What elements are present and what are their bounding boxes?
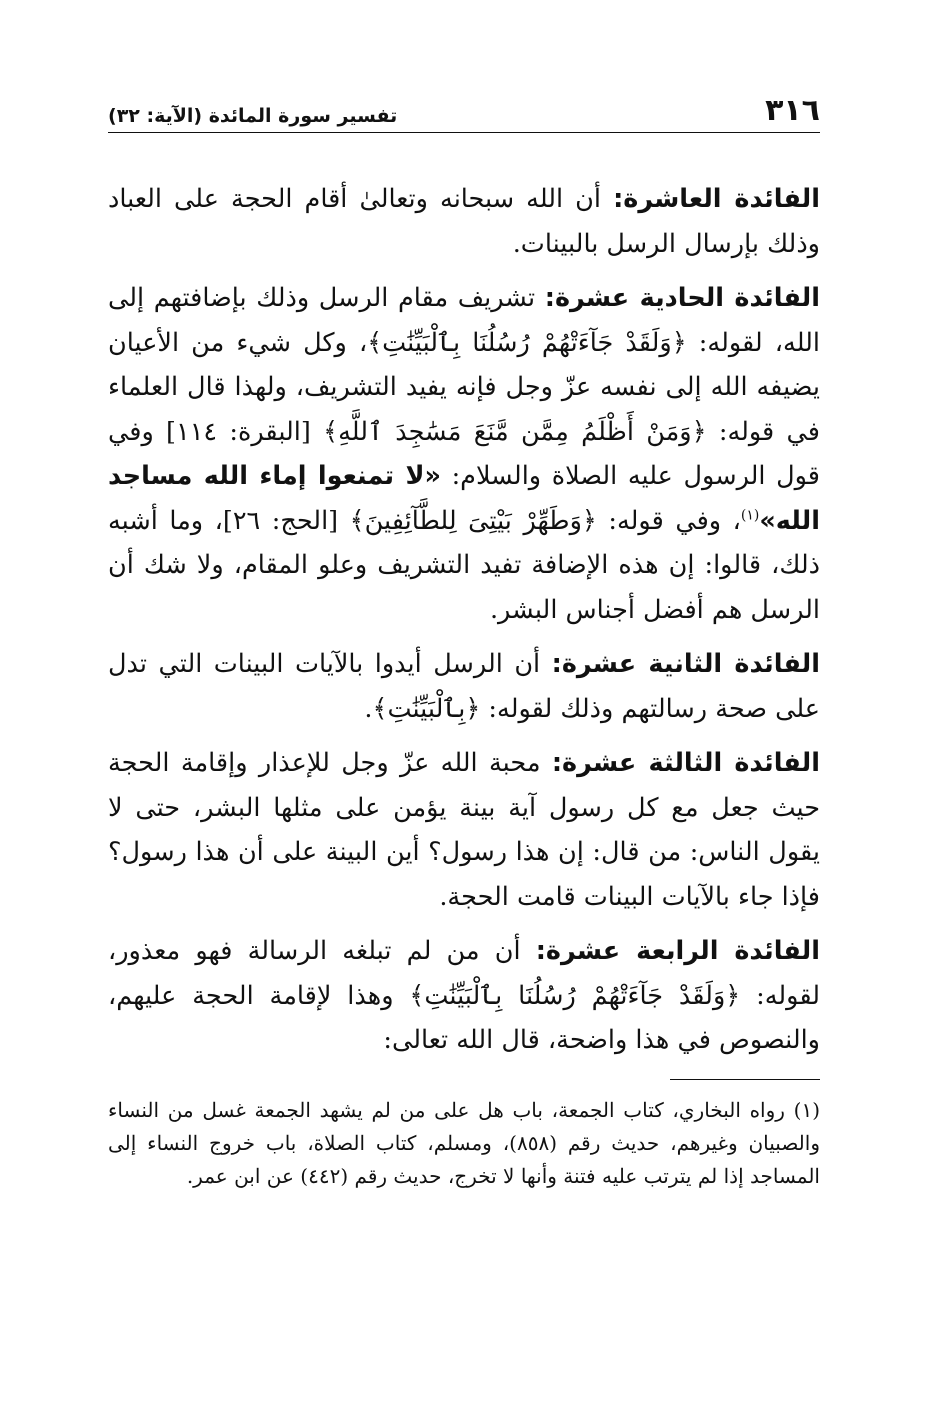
- quran-verse: ﴿وَلَقَدْ جَآءَتْهُمْ رُسُلُنَا بِٱلْبَيِّنَٰتِ﴾: [367, 327, 687, 358]
- page-header: [108, 88, 820, 133]
- quran-verse: ﴿بِٱلْبَيِّنَٰتِ﴾: [372, 693, 481, 724]
- book-page: [108, 88, 820, 1338]
- quran-verse: ﴿وَلَقَدْ جَآءَتْهُمْ رُسُلُنَا بِٱلْبَيِّنَٰتِ﴾: [409, 980, 741, 1011]
- paragraph-text: تشريف مقام الرسل وذلك بإضافتهم إلى الله، لقوله:: [108, 283, 820, 358]
- quran-verse: ﴿وَمَنْ أَظْلَمُ مِمَّن مَّنَعَ مَسَٰجِدَ ٱللَّهِ﴾: [323, 416, 707, 447]
- paragraph-text: أن الله سبحانه وتعالىٰ أقام الحجة على العباد وذلك بإرسال الرسل بالبينات.: [108, 184, 820, 259]
- benefit-heading: الفائدة الحادية عشرة:: [544, 283, 820, 313]
- paragraph-text: أن الرسل أيدوا بالآيات البينات التي تدل على صحة رسالتهم وذلك لقوله:: [108, 649, 820, 724]
- paragraph-text: وهذا لإقامة الحجة عليهم، والنصوص في هذا واضحة، قال الله تعالى:: [108, 980, 820, 1055]
- paragraph-text: ، وكل شيء من الأعيان يضيفه الله إلى نفسه عزّ وجل فإنه يفيد التشريف، ولهذا قال العلماء في قوله:: [108, 327, 820, 447]
- paragraph-benefit-12: [108, 642, 820, 731]
- page-body: [108, 177, 820, 1063]
- paragraph-text: .: [364, 693, 373, 724]
- benefit-heading: الفائدة الثالثة عشرة:: [551, 748, 820, 778]
- benefit-heading: الفائدة العاشرة:: [613, 184, 820, 214]
- paragraph-text: ، وفي قوله:: [596, 505, 741, 536]
- paragraph-text: أن من لم تبلغه الرسالة فهو معذور، لقوله:: [108, 936, 820, 1011]
- benefit-heading: الفائدة الرابعة عشرة:: [535, 936, 820, 966]
- quran-verse: ﴿وَطَهِّرْ بَيْتِىَ لِلطَّآئِفِينَ﴾: [349, 505, 597, 536]
- paragraph-benefit-13: [108, 741, 820, 919]
- running-title: تفسير سورة المائدة (الآية: ٣٢): [108, 105, 398, 127]
- paragraph-text: محبة الله عزّ وجل للإعذار وإقامة الحجة حيث جعل مع كل رسول آية بينة يؤمن على مثلها البشر، حتى لا يقول الناس: من قال: إن هذا رسول؟ أين البينة على أن هذا رسول؟ فإذا جاء بالآيات البينات قامت الحجة.: [108, 748, 820, 912]
- footnote-reference: (١): [740, 507, 760, 523]
- hadith-quote: «لا تمنعوا إماء الله مساجد الله»: [108, 461, 820, 536]
- footnote: [108, 1094, 820, 1193]
- paragraph-text: [البقرة: ١١٤] وفي قول الرسول عليه الصلاة والسلام:: [108, 416, 820, 491]
- footnote-mark: (١): [793, 1097, 820, 1122]
- footnote-text: رواه البخاري، كتاب الجمعة، باب هل على من لم يشهد الجمعة غسل من النساء والصبيان وغيرهم، حديث رقم (٨٥٨)، ومسلم، كتاب الصلاة، باب خروج النساء إلى المساجد إذا لم يترتب عليه فتنة وأنها لا تخرج، حديث رقم (٤٤٢) عن ابن عمر.: [108, 1097, 820, 1188]
- paragraph-benefit-14: [108, 929, 820, 1063]
- benefit-heading: الفائدة الثانية عشرة:: [551, 649, 820, 679]
- paragraph-text: [الحج: ٢٦]، وما أشبه ذلك، قالوا: إن هذه الإضافة تفيد التشريف وعلو المقام، ولا شك أن الرسل هم أفضل أجناس البشر.: [108, 505, 820, 625]
- page-number: ٣١٦: [765, 93, 820, 128]
- footnote-divider: [670, 1079, 820, 1080]
- paragraph-benefit-10: [108, 177, 820, 266]
- paragraph-benefit-11: [108, 276, 820, 632]
